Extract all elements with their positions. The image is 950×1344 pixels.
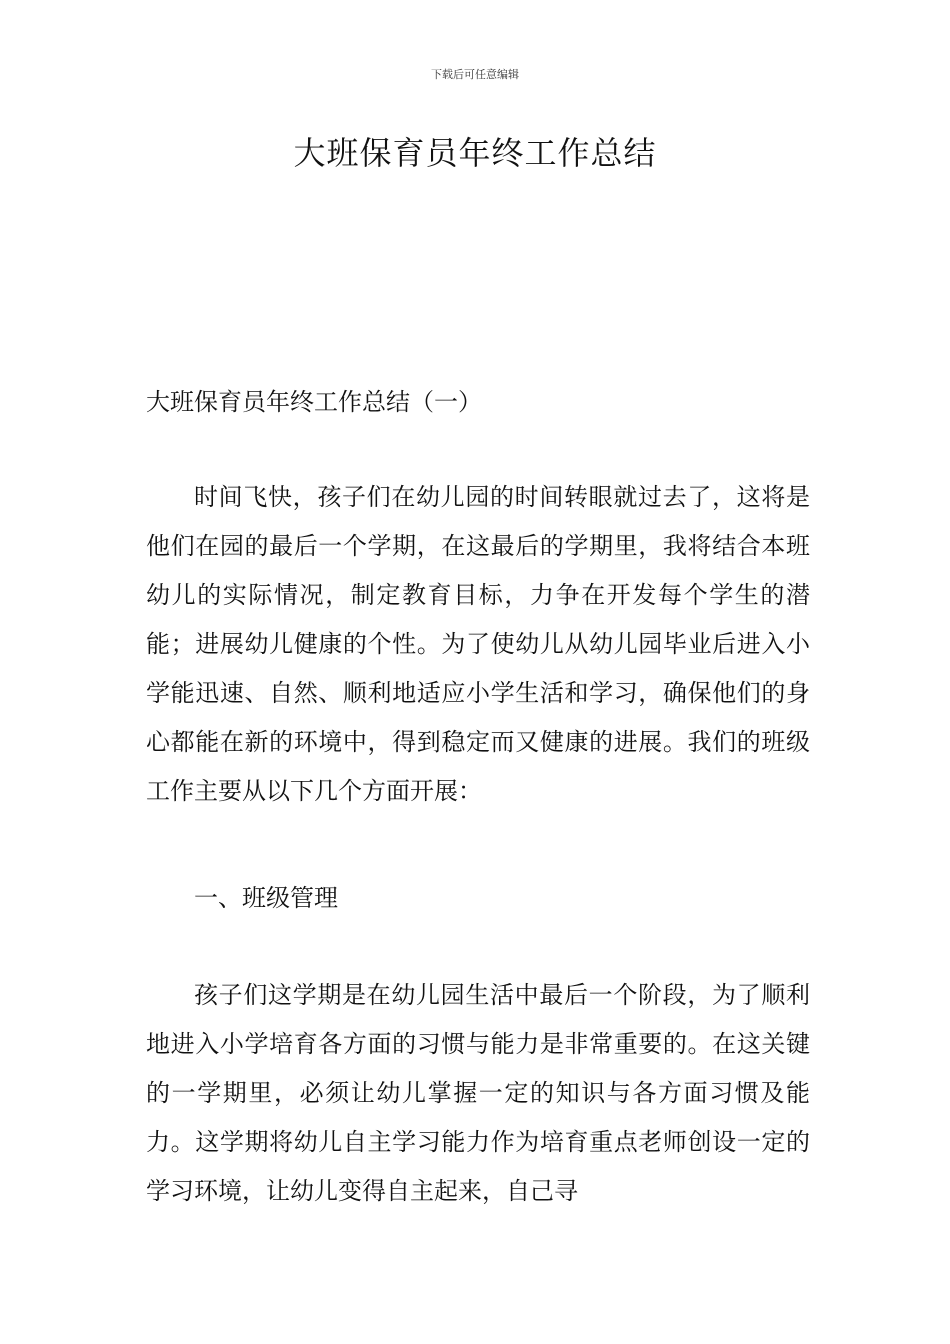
paragraph-intro-text: 时间飞快，孩子们在幼儿园的时间转眼就过去了，这将是他们在园的最后一个学期，在这最后的学期里，我将结合本班幼儿的实际情况，制定教育目标，力争在开发每个学生的潜能；进展幼儿健康的个性。为了使幼儿从幼儿园毕业后进入小学能迅速、自然、顺利地适应小学生活和学习，确保他们的身心都能在新的环境中，得到稳定而又健康的进展。我们的班级工作主要从以下几个方面开展： bbox=[146, 483, 810, 805]
section-title bbox=[146, 378, 810, 427]
heading-class-management bbox=[146, 874, 810, 923]
paragraph-class-management-text: 孩子们这学期是在幼儿园生活中最后一个阶段，为了顺利地进入小学培育各方面的习惯与能力是非常重要的。在这关键的一学期里，必须让幼儿掌握一定的知识与各方面习惯及能力。这学期将幼儿自主学习能力作为培育重点老师创设一定的学习环境，让幼儿变得自主起来，自己寻 bbox=[146, 981, 810, 1205]
document-title: 大班保育员年终工作总结 bbox=[293, 134, 657, 172]
header-note: 下载后可任意编辑 bbox=[431, 68, 519, 81]
paragraph-class-management bbox=[146, 971, 810, 1216]
heading-class-management-text: 一、班级管理 bbox=[194, 884, 338, 912]
section-title-text: 大班保育员年终工作总结（一） bbox=[146, 388, 482, 416]
paragraph-intro bbox=[146, 473, 810, 816]
